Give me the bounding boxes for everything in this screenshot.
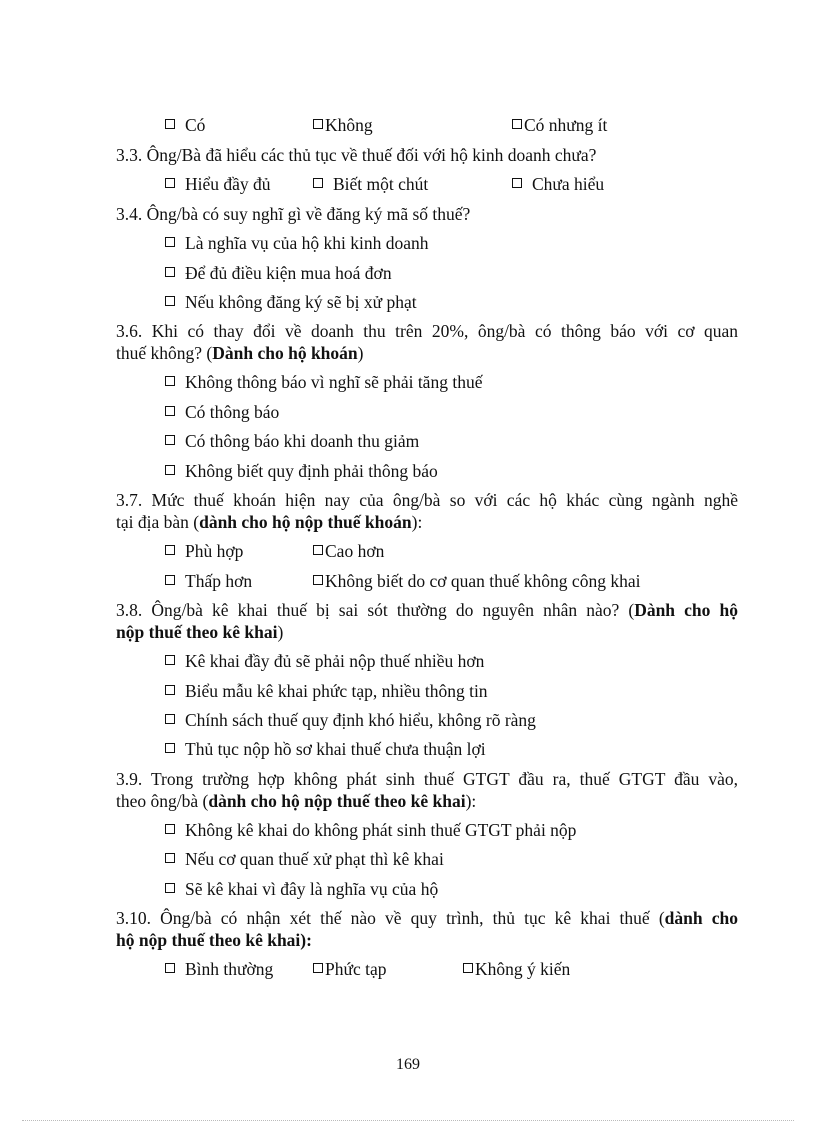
q38-line-1: 3.8. Ông/bà kê khai thuế bị sai sót thường do nguyên nhân nào? (Dành cho hộ — [116, 600, 738, 620]
q38-option-1[interactable] — [165, 650, 484, 672]
option-label: Chưa hiểu — [532, 174, 605, 194]
q36-option-1[interactable] — [165, 371, 482, 393]
q36-option-1-row — [0, 371, 816, 395]
option-label: Có thông báo khi doanh thu giảm — [185, 431, 420, 451]
checkbox-icon[interactable] — [165, 853, 175, 863]
q39-option-3-row — [0, 878, 816, 902]
q38-option-4-row — [0, 738, 816, 762]
option-label: Không kê khai do không phát sinh thuế GTGT phải nộp — [185, 820, 577, 840]
option-label: Cao hơn — [325, 541, 385, 561]
q37-option-4[interactable] — [313, 570, 640, 592]
q38-option-3[interactable] — [165, 709, 536, 731]
option-label: Nếu không đăng ký sẽ bị xử phạt — [185, 292, 417, 312]
q34-option-2[interactable] — [165, 262, 392, 284]
q33-option-1[interactable] — [165, 173, 271, 195]
checkbox-icon[interactable] — [165, 376, 175, 386]
checkbox-icon[interactable] — [313, 178, 323, 188]
q38-option-4[interactable] — [165, 738, 486, 760]
q39-text — [116, 768, 738, 812]
checkbox-icon[interactable] — [165, 178, 175, 188]
checkbox-icon[interactable] — [165, 743, 175, 753]
q32-option-co[interactable] — [165, 114, 205, 136]
checkbox-icon[interactable] — [165, 545, 175, 555]
q310-option-3[interactable] — [463, 958, 570, 980]
option-label: Có nhưng ít — [524, 115, 608, 135]
checkbox-icon[interactable] — [313, 545, 323, 555]
option-label: Biết một chút — [333, 174, 429, 194]
q38-option-2[interactable] — [165, 680, 488, 702]
option-label: Chính sách thuế quy định khó hiểu, không rõ ràng — [185, 710, 536, 730]
q34-option-1[interactable] — [165, 232, 429, 254]
option-label: Không biết do cơ quan thuế không công khai — [325, 571, 641, 591]
q36-option-4-row — [0, 460, 816, 484]
option-label: Để đủ điều kiện mua hoá đơn — [185, 263, 392, 283]
checkbox-icon[interactable] — [165, 237, 175, 247]
checkbox-icon[interactable] — [165, 824, 175, 834]
q38-option-3-row — [0, 709, 816, 733]
checkbox-icon[interactable] — [512, 178, 522, 188]
q37-option-2[interactable] — [313, 540, 384, 562]
option-label: Có — [185, 115, 206, 135]
q37-options-row-2 — [0, 570, 816, 594]
q37-text — [116, 489, 738, 533]
option-label: Thủ tục nộp hồ sơ khai thuế chưa thuận lợi — [185, 739, 486, 759]
q36-option-4[interactable] — [165, 460, 438, 482]
q38-option-2-row — [0, 680, 816, 704]
option-label: Không — [325, 115, 373, 135]
checkbox-icon[interactable] — [463, 963, 473, 973]
checkbox-icon[interactable] — [165, 655, 175, 665]
option-label: Sẽ kê khai vì đây là nghĩa vụ của hộ — [185, 879, 439, 899]
q32-option-khong[interactable] — [313, 114, 373, 136]
checkbox-icon[interactable] — [165, 575, 175, 585]
option-label: Biểu mẫu kê khai phức tạp, nhiều thông tin — [185, 681, 488, 701]
q38-text — [116, 599, 738, 643]
option-label: Không ý kiến — [475, 959, 571, 979]
q32-options — [0, 114, 816, 138]
q33-option-2[interactable] — [313, 173, 428, 195]
q39-line-2: theo ông/bà (dành cho hộ nộp thuế theo kê khai): — [116, 791, 477, 811]
page-bottom-divider — [22, 1120, 794, 1121]
q36-option-3[interactable] — [165, 430, 419, 452]
q38-option-1-row — [0, 650, 816, 674]
option-label: Có thông báo — [185, 402, 280, 422]
option-label: Nếu cơ quan thuế xử phạt thì kê khai — [185, 849, 444, 869]
q39-option-3[interactable] — [165, 878, 438, 900]
option-label: Không biết quy định phải thông báo — [185, 461, 438, 481]
q37-line-2: tại địa bàn (dành cho hộ nộp thuế khoán): — [116, 512, 423, 532]
checkbox-icon[interactable] — [165, 406, 175, 416]
q310-options — [0, 958, 816, 982]
checkbox-icon[interactable] — [165, 685, 175, 695]
q39-option-2[interactable] — [165, 848, 444, 870]
q34-option-3[interactable] — [165, 291, 417, 313]
q36-option-2[interactable] — [165, 401, 279, 423]
checkbox-icon[interactable] — [165, 883, 175, 893]
option-label: Hiểu đầy đủ — [185, 174, 271, 194]
option-label: Phù hợp — [185, 541, 244, 561]
checkbox-icon[interactable] — [165, 714, 175, 724]
q36-line-2: thuế không? (Dành cho hộ khoán) — [116, 343, 364, 363]
checkbox-icon[interactable] — [165, 267, 175, 277]
q33-option-3[interactable] — [512, 173, 604, 195]
page-number: 169 — [396, 1056, 420, 1073]
checkbox-icon[interactable] — [512, 119, 522, 129]
q39-option-1-row — [0, 819, 816, 843]
q36-option-2-row — [0, 401, 816, 425]
checkbox-icon[interactable] — [165, 465, 175, 475]
q33-text: 3.3. Ông/Bà đã hiểu các thủ tục về thuế đối với hộ kinh doanh chưa? — [116, 145, 597, 165]
q37-options-row-1 — [0, 540, 816, 564]
q39-line-1: 3.9. Trong trường hợp không phát sinh thuế GTGT đầu ra, thuế GTGT đầu vào, — [116, 769, 738, 789]
checkbox-icon[interactable] — [313, 575, 323, 585]
option-label: Bình thường — [185, 959, 274, 979]
q39-option-1[interactable] — [165, 819, 576, 841]
q310-text — [116, 907, 738, 951]
q310-line-2: hộ nộp thuế theo kê khai): — [116, 930, 312, 950]
q37-option-1[interactable] — [165, 540, 243, 562]
q36-line-1: 3.6. Khi có thay đổi về doanh thu trên 20%, ông/bà có thông báo với cơ quan — [116, 321, 738, 341]
q34-option-3-row — [0, 291, 816, 315]
q36-text — [116, 320, 738, 364]
q39-option-2-row — [0, 848, 816, 872]
checkbox-icon[interactable] — [165, 119, 175, 129]
q310-line-1: 3.10. Ông/bà có nhận xét thế nào về quy trình, thủ tục kê khai thuế (dành cho — [116, 908, 738, 928]
q310-option-1[interactable] — [165, 958, 273, 980]
checkbox-icon[interactable] — [313, 963, 323, 973]
q310-option-2[interactable] — [313, 958, 387, 980]
q36-option-3-row — [0, 430, 816, 454]
q32-option-co-nhung-it[interactable] — [512, 114, 607, 136]
q33-options — [0, 173, 816, 197]
option-label: Thấp hơn — [185, 571, 253, 591]
checkbox-icon[interactable] — [165, 296, 175, 306]
option-label: Không thông báo vì nghĩ sẽ phải tăng thuế — [185, 372, 483, 392]
option-label: Kê khai đầy đủ sẽ phải nộp thuế nhiều hơn — [185, 651, 485, 671]
q34-option-1-row — [0, 232, 816, 256]
q38-line-2: nộp thuế theo kê khai) — [116, 622, 284, 642]
option-label: Phức tạp — [325, 959, 387, 979]
option-label: Là nghĩa vụ của hộ khi kinh doanh — [185, 233, 429, 253]
q37-line-1: 3.7. Mức thuế khoán hiện nay của ông/bà so với các hộ khác cùng ngành nghề — [116, 490, 738, 510]
q34-text: 3.4. Ông/bà có suy nghĩ gì về đăng ký mã số thuế? — [116, 204, 471, 224]
checkbox-icon[interactable] — [313, 119, 323, 129]
q34-option-2-row — [0, 262, 816, 286]
checkbox-icon[interactable] — [165, 963, 175, 973]
checkbox-icon[interactable] — [165, 435, 175, 445]
q37-option-3[interactable] — [165, 570, 252, 592]
